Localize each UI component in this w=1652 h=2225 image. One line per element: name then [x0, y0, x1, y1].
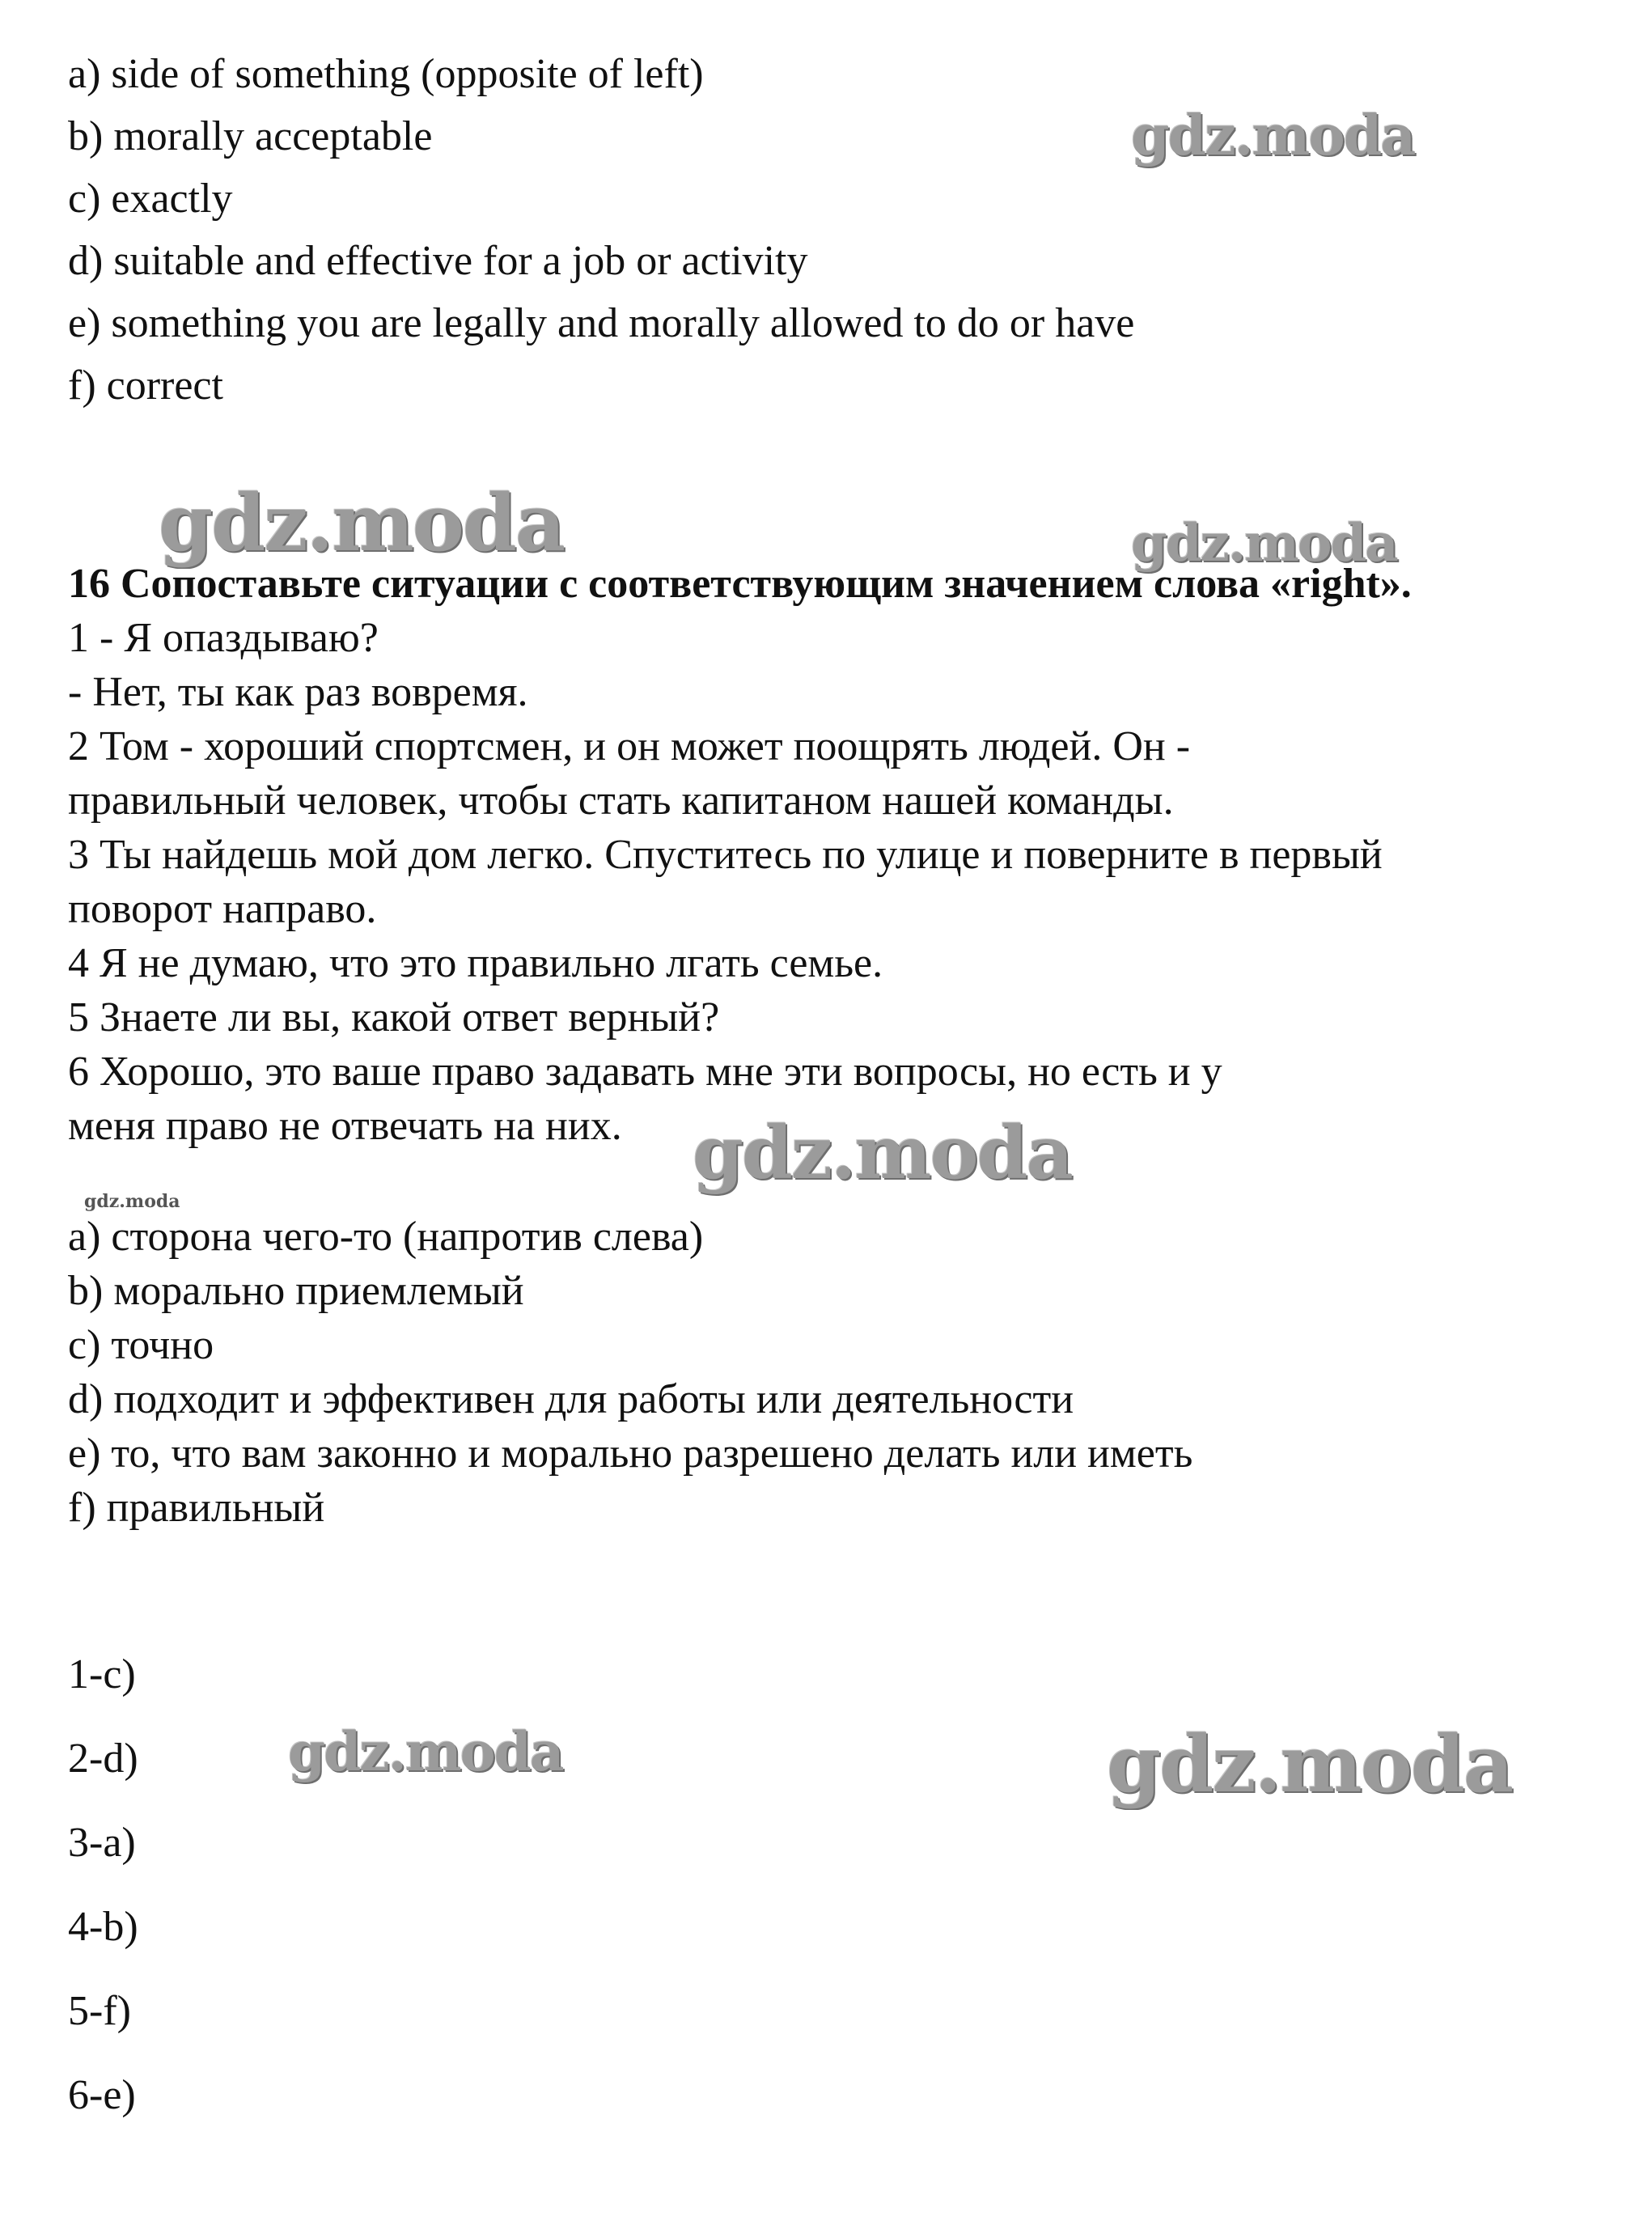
english-definition-d: d) suitable and effective for a job or activity: [68, 238, 808, 284]
answer-item: 4-b): [68, 1904, 138, 1950]
watermark: gdz.moda: [693, 1110, 1072, 1196]
watermark: gdz.moda: [1107, 1719, 1513, 1810]
situation-line: меня право не отвечать на них.: [68, 1103, 622, 1149]
watermark: gdz.moda: [288, 1720, 563, 1783]
russian-definition-c: c) точно: [68, 1322, 214, 1368]
situation-line: 4 Я не думаю, что это правильно лгать семье.: [68, 940, 883, 986]
answer-item: 2-d): [68, 1736, 138, 1782]
english-definition-b: b) morally acceptable: [68, 113, 433, 159]
english-definition-f: f) correct: [68, 362, 223, 409]
english-definition-c: c) exactly: [68, 176, 233, 222]
situation-line: поворот направо.: [68, 886, 377, 932]
answer-item: 3-a): [68, 1820, 136, 1866]
watermark: gdz.moda: [1131, 513, 1397, 574]
answer-item: 1-c): [68, 1651, 136, 1697]
russian-definition-f: f) правильный: [68, 1485, 325, 1531]
answer-item: 6-e): [68, 2072, 136, 2118]
situation-line: - Нет, ты как раз вовремя.: [68, 669, 528, 715]
english-definition-a: a) side of something (opposite of left): [68, 51, 704, 97]
situation-line: 3 Ты найдешь мой дом легко. Спуститесь по улице и поверните в первый: [68, 832, 1383, 878]
russian-definition-a: a) сторона чего-то (напротив слева): [68, 1214, 704, 1260]
russian-definition-d: d) подходит и эффективен для работы или деятельности: [68, 1376, 1074, 1422]
english-definition-e: e) something you are legally and morally allowed to do or have: [68, 300, 1135, 346]
watermark: gdz.moda: [1131, 104, 1415, 168]
situation-line: 1 - Я опаздываю?: [68, 615, 379, 661]
situation-line: 2 Том - хороший спортсмен, и он может поощрять людей. Он -: [68, 723, 1191, 769]
russian-definition-b: b) морально приемлемый: [68, 1268, 524, 1314]
task-heading: 16 Сопоставьте ситуации с соответствующим значением слова «right».: [68, 561, 1412, 607]
situation-line: 6 Хорошо, это ваше право задавать мне эти вопросы, но есть и у: [68, 1049, 1222, 1095]
situation-line: 5 Знаете ли вы, какой ответ верный?: [68, 994, 720, 1040]
watermark: gdz.moda: [84, 1191, 180, 1212]
watermark: gdz.moda: [159, 477, 565, 569]
answer-item: 5-f): [68, 1988, 131, 2034]
situation-line: правильный человек, чтобы стать капитаном нашей команды.: [68, 778, 1174, 824]
russian-definition-e: e) то, что вам законно и морально разрешено делать или иметь: [68, 1430, 1193, 1477]
